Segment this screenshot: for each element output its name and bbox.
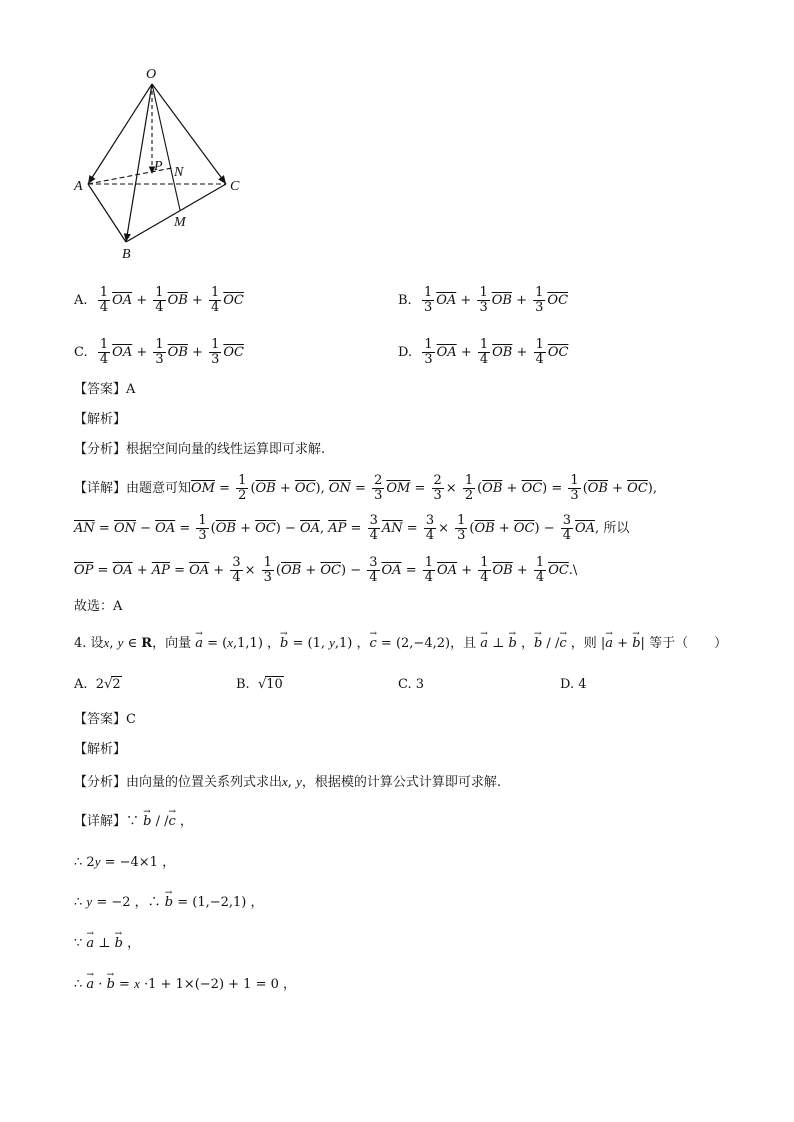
q3-jiexi: 【解析】 bbox=[74, 412, 127, 427]
q4-option-b: B. √10 bbox=[236, 677, 283, 692]
q4-detail-1: 【详解】∵ → b / /→ c ， bbox=[74, 813, 193, 831]
label-M: M bbox=[174, 215, 186, 230]
option-d: D. $\frac{1}{3}$ $\overline{OA}$ + $\frac{1}{4}$ $\overline{OB}$ + $\frac{1}{4}$ $\overline{OC}$ bbox=[398, 337, 569, 367]
q4-detail-3: ∴ y = −2 ，∴ → b = (1,−2,1) ， bbox=[74, 893, 264, 912]
q4-option-c: C. 3 bbox=[398, 677, 425, 692]
q4-stem: 4. 设x, y ∈ R，向量 → a = (x,1,1) ，→ b = (1, y,1) ，→ c = (2,−4,2)，且 → a ⊥ → b ，→ b / /→ c ，则 |→ a + → b| 等于（ ） bbox=[74, 634, 727, 653]
q3-detail-line3: $\overline{OP} = \overline{OA} + \overline{AP} = \overline{OA}$ + $\frac{3}{4}$ × $\frac{1}{3}$ $(\overline{OB} + \overline{OC})$ − $\frac{3}{4}$ $\overline{OA}$ = $\frac{1}{4}$ $\overline{OA}$ + $\frac{1}{4}$ $\overline{OB}$ + $\frac{1}{4}$ $\overline{OC}.\backslash$ bbox=[74, 555, 578, 585]
q3-guxuan: 故选：A bbox=[74, 599, 123, 614]
q4-detail-4: ∵ → a ⊥ → b ， bbox=[74, 935, 140, 953]
tetrahedron-figure bbox=[68, 62, 258, 262]
q4-option-a: A. 2√2 bbox=[74, 677, 121, 692]
label-A: A bbox=[74, 179, 83, 194]
q4-fenxi: 【分析】由向量的位置关系列式求出x, y，根据模的计算公式计算即可求解. bbox=[74, 774, 501, 790]
q3-answer: 【答案】A bbox=[74, 382, 136, 397]
q4-option-d: D. 4 bbox=[560, 677, 587, 692]
label-N: N bbox=[174, 165, 184, 180]
q3-detail-line2: $\overline{AN} = \overline{ON} - \overline{OA}$ = $\frac{1}{3}$ $(\overline{OB} + \overline{OC}) - \overline{OA}$, $\overline{AP}$ = $\frac{3}{4}$ $\overline{AN}$ = $\frac{3}{4}$ × $\frac{1}{3}$ $(\overline{OB} + \overline{OC})$ − $\frac{3}{4}$ $\overline{OA}$, 所以 bbox=[74, 513, 630, 543]
q4-detail-2: ∴ 2y = −4×1 ， bbox=[74, 854, 176, 870]
q4-jiexi: 【解析】 bbox=[74, 742, 127, 757]
q3-detail-line1: 【详解】由题意可知$\overline{OM}$ = $\frac{1}{2}$ $(\overline{OB} + \overline{OC})$, $\overline{ON}$ = $\frac{2}{3}$ $\overline{OM}$ = $\frac{2}{3}$ × $\frac{1}{2}$ $(\overline{OB} + \overline{OC})$ = $\frac{1}{3}$ $(\overline{OB} + \overline{OC})$, bbox=[74, 473, 657, 503]
label-O: O bbox=[146, 67, 157, 82]
label-C: C bbox=[230, 179, 240, 194]
option-b: B. $\frac{1}{3}$ $\overline{OA}$ + $\frac{1}{3}$ $\overline{OB}$ + $\frac{1}{3}$ $\overline{OC}$ bbox=[398, 285, 569, 315]
label-P: P bbox=[154, 159, 163, 174]
option-c: C. $\frac{1}{4}$ $\overline{OA}$ + $\frac{1}{3}$ $\overline{OB}$ + $\frac{1}{3}$ $\overline{OC}$ bbox=[74, 337, 244, 367]
q3-fenxi: 【分析】根据空间向量的线性运算即可求解. bbox=[74, 442, 326, 457]
option-a: A. $\frac{1}{4}$ $\overline{OA}$ + $\frac{1}{4}$ $\overline{OB}$ + $\frac{1}{4}$ $\overline{OC}$ bbox=[74, 285, 244, 315]
label-B: B bbox=[122, 247, 131, 262]
q4-answer: 【答案】C bbox=[74, 712, 136, 727]
q4-detail-5: ∴ → a · → b = x ·1 + 1×(−2) + 1 = 0 ， bbox=[74, 975, 296, 994]
